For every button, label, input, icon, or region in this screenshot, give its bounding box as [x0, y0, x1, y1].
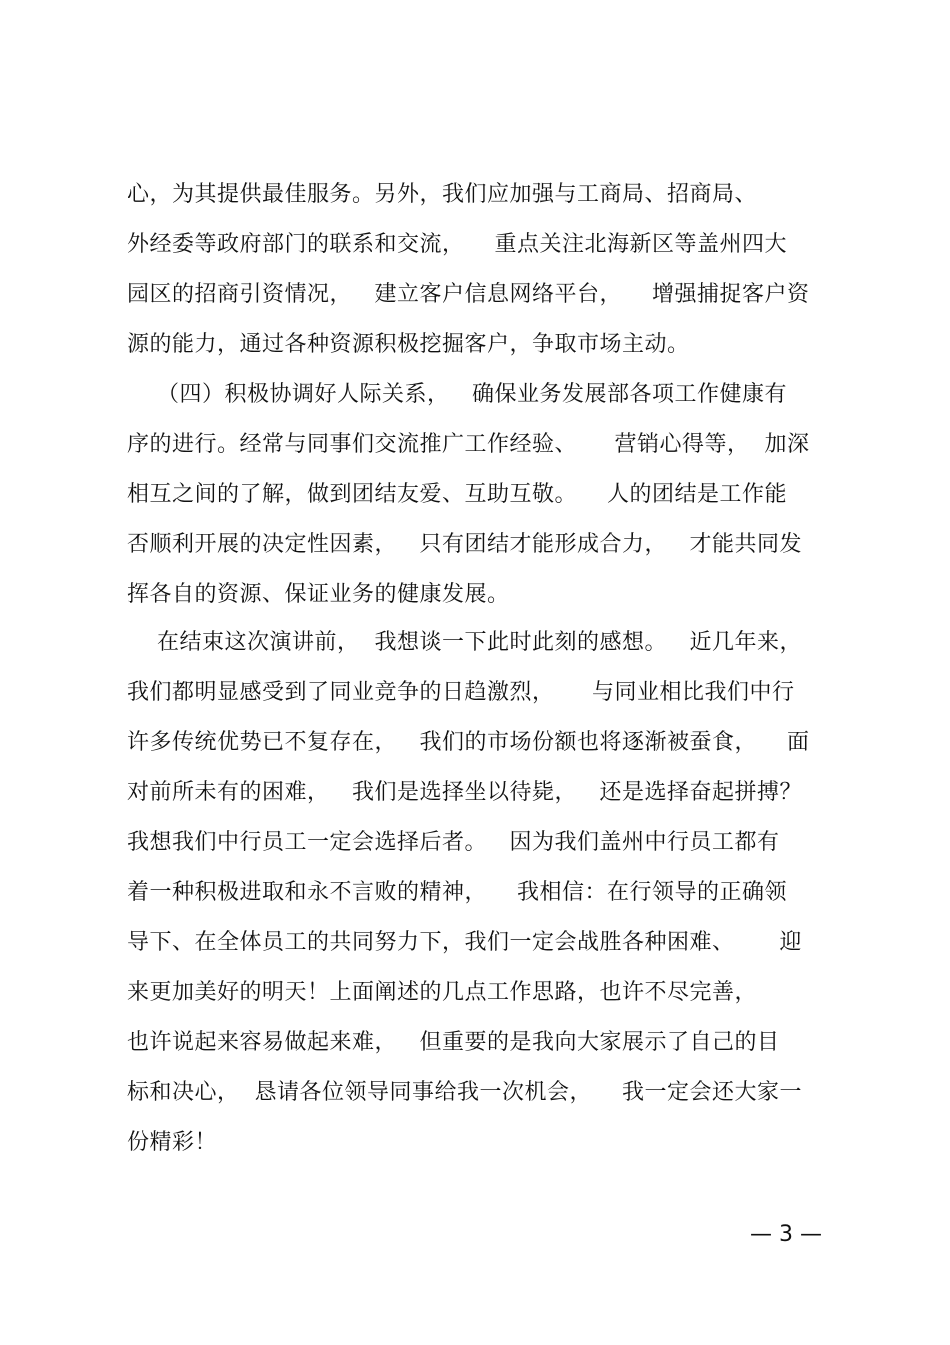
text-line-20: 份精彩！	[127, 1130, 218, 1155]
text-line-17: 来更加美好的明天！上面阐述的几点工作思路，也许不尽完善，	[127, 980, 758, 1005]
text-line-12: 许多传统优势已不复存在， 我们的市场份额也将逐渐被蚕食， 面	[127, 730, 810, 755]
text-line-11: 我们都明显感受到了同业竞争的日趋激烈， 与同业相比我们中行	[127, 680, 795, 705]
text-line-6: 序的进行。经常与同事们交流推广工作经验、 营销心得等， 加深	[127, 432, 810, 457]
text-line-1: 心，为其提供最佳服务。另外，我们应加强与工商局、招商局、	[127, 182, 758, 207]
text-line-5: （四）积极协调好人际关系， 确保业务发展部各项工作健康有	[127, 382, 787, 407]
text-line-14: 我想我们中行员工一定会选择后者。 因为我们盖州中行员工都有	[127, 830, 780, 855]
text-line-4: 源的能力，通过各种资源积极挖掘客户，争取市场主动。	[127, 332, 690, 357]
text-line-3: 园区的招商引资情况， 建立客户信息网络平台， 增强捕捉客户资	[127, 282, 810, 307]
text-line-10: 在结束这次演讲前， 我想谈一下此时此刻的感想。 近几年来，	[127, 630, 802, 655]
text-line-13: 对前所未有的困难， 我们是选择坐以待毙， 还是选择奋起拼搏？	[127, 780, 802, 805]
text-line-16: 导下、在全体员工的共同努力下，我们一定会战胜各种困难、 迎	[127, 930, 802, 955]
text-line-19: 标和决心， 恳请各位领导同事给我一次机会， 我一定会还大家一	[127, 1080, 802, 1105]
page-number: — 3 —	[750, 1222, 822, 1247]
text-line-18: 也许说起来容易做起来难， 但重要的是我向大家展示了自己的目	[127, 1030, 780, 1055]
text-line-8: 否顺利开展的决定性因素， 只有团结才能形成合力， 才能共同发	[127, 532, 802, 557]
text-line-2: 外经委等政府部门的联系和交流， 重点关注北海新区等盖州四大	[127, 232, 787, 257]
text-line-9: 挥各自的资源、保证业务的健康发展。	[127, 582, 510, 607]
text-line-7: 相互之间的了解，做到团结友爱、互助互敬。 人的团结是工作能	[127, 482, 787, 507]
text-line-15: 着一种积极进取和永不言败的精神， 我相信：在行领导的正确领	[127, 880, 787, 905]
